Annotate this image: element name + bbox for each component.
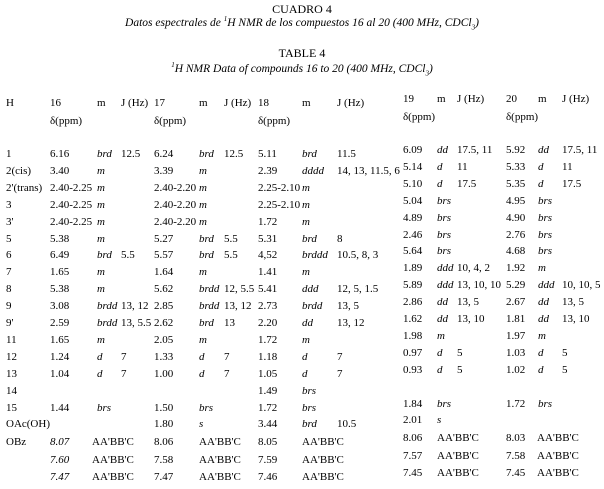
header-compound-1: 16 [50,97,61,109]
delta-value: 3.39 [154,165,174,177]
multiplicity: dd [538,296,549,308]
multiplicity: m [199,334,207,346]
header-compound-5: 20 [506,93,517,105]
delta-value: 1.33 [154,351,174,363]
multiplicity: m [199,216,207,228]
delta-value: 1.72 [506,398,526,410]
delta-value: 4.95 [506,195,526,207]
row-label: 12 [6,351,17,363]
multiplicity: m [97,182,105,194]
coupling-constant: 5 [562,347,568,359]
delta-value: 1.00 [154,368,174,380]
delta-value: 5.10 [403,178,423,190]
multiplicity: d [437,178,443,190]
delta-value: 5.92 [506,144,526,156]
multiplicity: d [199,351,205,363]
multiplicity: m [199,182,207,194]
delta-value: 5.11 [258,148,277,160]
obz-shift: 8.03 [506,432,526,444]
obz-shift: 8.05 [258,436,278,448]
obz-shift: 8.07 [50,436,70,448]
delta-value: 1.04 [50,368,70,380]
row-label: 8 [6,283,12,295]
multiplicity: d [97,351,103,363]
multiplicity: brd [302,233,317,245]
delta-value: 1.81 [506,313,526,325]
delta-value: 5.27 [154,233,174,245]
delta-value: 1.89 [403,262,423,274]
header-m: m [97,97,106,109]
obz-pattern: AA'BB'C [199,454,241,466]
delta-value: 2.39 [258,165,278,177]
row-label: 13 [6,368,17,380]
multiplicity: m [97,334,105,346]
coupling-constant: 12.5 [224,148,244,160]
multiplicity: brs [97,402,112,414]
coupling-constant: 5.5 [224,233,238,245]
multiplicity: m [199,165,207,177]
multiplicity: d [437,347,443,359]
header-j: J (Hz) [562,93,590,105]
delta-value: 1.80 [154,418,174,430]
obz-pattern: AA'BB'C [199,471,241,483]
multiplicity: m [97,283,105,295]
delta-value: 1.65 [50,334,70,346]
coupling-constant: 11 [562,161,573,173]
multiplicity: brdd [97,300,118,312]
delta-value: 4.68 [506,245,526,257]
multiplicity: brdd [199,283,220,295]
multiplicity: brd [302,148,317,160]
delta-value: 2.40-2.25 [50,182,93,194]
delta-value: 6.16 [50,148,70,160]
row-label: 1 [6,148,12,160]
multiplicity: ddd [437,279,454,291]
obz-shift: 7.58 [154,454,174,466]
coupling-constant: 7 [337,368,343,380]
obz-shift: 7.58 [506,450,526,462]
coupling-constant: 17.5 [562,178,582,190]
coupling-constant: 12, 5.5 [224,283,255,295]
cuadro-subtitle-pre: Datos espectrales de [125,17,224,29]
row-label: 9 [6,300,12,312]
multiplicity: brd [302,418,317,430]
multiplicity: brs [199,402,214,414]
coupling-constant: 11.5 [337,148,356,160]
multiplicity: brs [437,229,452,241]
header-delta: δ(ppm) [403,111,436,123]
delta-value: 5.62 [154,283,174,295]
coupling-constant: 5 [457,364,463,376]
row-label: 14 [6,385,17,397]
coupling-constant: 10.5, 8, 3 [337,249,379,261]
delta-value: 1.49 [258,385,278,397]
obz-pattern: AA'BB'C [302,436,344,448]
coupling-constant: 17.5, 11 [457,144,493,156]
multiplicity: m [302,334,310,346]
multiplicity: brd [97,148,112,160]
delta-value: 2.67 [506,296,526,308]
multiplicity: m [97,233,105,245]
multiplicity: ddd [437,262,454,274]
row-label: OAc(OH) [6,418,50,430]
multiplicity: brdd [97,317,118,329]
coupling-constant: 5.5 [121,249,135,261]
row-label: 7 [6,266,12,278]
delta-value: 4.90 [506,212,526,224]
obz-pattern: AA'BB'C [437,450,479,462]
multiplicity: brs [538,229,553,241]
header-compound-4: 19 [403,93,414,105]
delta-value: 1.72 [258,216,278,228]
delta-value: 2.46 [403,229,423,241]
row-label: 2(cis) [6,165,32,177]
delta-value: 5.38 [50,283,70,295]
delta-value: 2.40-2.25 [50,199,93,211]
coupling-constant: 13, 12 [224,300,252,312]
obz-shift: 7.57 [403,450,423,462]
coupling-constant: 13, 12 [337,317,365,329]
delta-value: 5.64 [403,245,423,257]
delta-value: 3.08 [50,300,70,312]
delta-value: 1.64 [154,266,174,278]
delta-value: 1.72 [258,402,278,414]
obz-pattern: AA'BB'C [92,471,134,483]
coupling-constant: 13, 10 [562,313,590,325]
coupling-constant: 17.5, 11 [562,144,598,156]
multiplicity: m [199,199,207,211]
multiplicity: brs [302,402,317,414]
coupling-constant: 5.5 [224,249,238,261]
delta-value: 2.40-2.20 [154,199,197,211]
row-label: 9' [6,317,14,329]
delta-value: 1.50 [154,402,174,414]
coupling-constant: 10, 4, 2 [457,262,490,274]
cuadro-subtitle [0,15,604,32]
delta-value: 3.44 [258,418,278,430]
multiplicity: brs [538,245,553,257]
delta-value: 6.49 [50,249,70,261]
cuadro-subtitle-post: ) [475,17,479,29]
coupling-constant: 13, 5 [562,296,584,308]
obz-pattern: AA'BB'C [302,454,344,466]
obz-pattern: AA'BB'C [92,436,134,448]
delta-value: 2.01 [403,414,423,426]
delta-value: 1.18 [258,351,278,363]
multiplicity: m [302,182,310,194]
delta-value: 5.29 [506,279,526,291]
obz-pattern: AA'BB'C [437,467,479,479]
delta-value: 6.24 [154,148,174,160]
multiplicity: m [538,330,546,342]
coupling-constant: 12.5 [121,148,141,160]
multiplicity: brs [302,385,317,397]
coupling-constant: 17.5 [457,178,477,190]
multiplicity: m [97,266,105,278]
delta-value: 4,52 [258,249,278,261]
multiplicity: brs [538,195,553,207]
header-delta: δ(ppm) [50,115,83,127]
delta-value: 1.97 [506,330,526,342]
multiplicity: m [199,266,207,278]
coupling-constant: 13, 10 [457,313,485,325]
multiplicity: brs [437,398,452,410]
coupling-constant: 7 [224,368,230,380]
delta-value: 2.76 [506,229,526,241]
coupling-constant: 10, 10, 5 [562,279,601,291]
multiplicity: m [97,165,105,177]
cuadro-subtitle-sup: 1 [223,15,228,24]
delta-value: 2.40-2.20 [154,216,197,228]
coupling-constant: 13, 10, 10 [457,279,501,291]
delta-value: 1.92 [506,262,526,274]
multiplicity: brs [437,212,452,224]
delta-value: 4.89 [403,212,423,224]
coupling-constant: 13, 5 [457,296,479,308]
multiplicity: brs [437,195,452,207]
multiplicity: brd [97,249,112,261]
obz-shift: 7.45 [506,467,526,479]
multiplicity: d [538,347,544,359]
table-title: TABLE 4 [278,46,326,60]
table-subtitle-sup: 1 [171,61,175,70]
header-h: H [6,97,14,109]
coupling-constant: 12, 5, 1.5 [337,283,379,295]
header-delta: δ(ppm) [506,111,539,123]
multiplicity: s [199,418,204,430]
delta-value: 1.41 [258,266,278,278]
coupling-constant: 13, 5.5 [121,317,152,329]
multiplicity: d [302,368,308,380]
coupling-constant: 10.5 [337,418,357,430]
multiplicity: m [302,216,310,228]
multiplicity: brddd [302,249,328,261]
multiplicity: dd [437,313,448,325]
coupling-constant: 13, 12 [121,300,149,312]
multiplicity: m [97,199,105,211]
delta-value: 2.86 [403,296,423,308]
row-label: 11 [6,334,17,346]
header-m: m [199,97,208,109]
obz-shift: 7.45 [403,467,423,479]
obz-shift: 8.06 [403,432,423,444]
obz-pattern: AA'BB'C [199,436,241,448]
row-label: 6 [6,249,12,261]
multiplicity: dd [437,144,448,156]
multiplicity: dd [538,144,549,156]
multiplicity: s [437,414,442,426]
delta-value: 1.24 [50,351,70,363]
multiplicity: d [437,161,443,173]
cuadro-subtitle-sub: 3 [471,23,476,32]
delta-value: 2.05 [154,334,174,346]
header-delta: δ(ppm) [258,115,291,127]
delta-value: 1.62 [403,313,423,325]
delta-value: 5.41 [258,283,278,295]
multiplicity: ddd [302,283,319,295]
coupling-constant: 7 [337,351,343,363]
header-j: J (Hz) [224,97,252,109]
multiplicity: d [437,364,443,376]
table-subtitle-post: ) [428,63,433,75]
multiplicity: m [97,216,105,228]
row-label: 15 [6,402,17,414]
obz-pattern: AA'BB'C [92,454,134,466]
delta-value: 2.20 [258,317,278,329]
delta-value: 1.84 [403,398,423,410]
header-m: m [302,97,311,109]
header-j: J (Hz) [457,93,485,105]
table-subtitle [0,61,604,78]
multiplicity: brd [199,233,214,245]
header-delta: δ(ppm) [154,115,187,127]
row-label: 5 [6,233,12,245]
delta-value: 2.73 [258,300,278,312]
delta-value: 5.31 [258,233,278,245]
multiplicity: m [437,330,445,342]
delta-value: 1.65 [50,266,70,278]
coupling-constant: 5 [457,347,463,359]
delta-value: 5.33 [506,161,526,173]
delta-value: 2.59 [50,317,70,329]
header-j: J (Hz) [121,97,149,109]
multiplicity: m [538,262,546,274]
coupling-constant: 11 [457,161,468,173]
delta-value: 2.40-2.25 [50,216,93,228]
multiplicity: brs [538,212,553,224]
header-m: m [538,93,547,105]
delta-value: 5.35 [506,178,526,190]
multiplicity: m [302,266,310,278]
multiplicity: dd [302,317,313,329]
header-compound-3: 18 [258,97,269,109]
obz-shift: 7.59 [258,454,278,466]
obz-shift: 8.06 [154,436,174,448]
obz-shift: 7.46 [258,471,278,483]
multiplicity: brs [437,245,452,257]
delta-value: 1.72 [258,334,278,346]
multiplicity: brs [538,398,553,410]
multiplicity: ddd [538,279,555,291]
multiplicity: d [199,368,205,380]
row-label: 2'(trans) [6,182,43,194]
multiplicity: d [302,351,308,363]
multiplicity: brd [199,148,214,160]
delta-value: 2.25-2.10 [258,199,301,211]
coupling-constant: 7 [121,351,127,363]
obz-shift: 7.47 [154,471,174,483]
coupling-constant: 8 [337,233,343,245]
delta-value: 2.85 [154,300,174,312]
multiplicity: d [97,368,103,380]
delta-value: 5.38 [50,233,70,245]
multiplicity: dd [538,313,549,325]
coupling-constant: 13 [224,317,235,329]
obz-shift: 7.60 [50,454,70,466]
delta-value: 2.25-2.10 [258,182,301,194]
header-j: J (Hz) [337,97,365,109]
multiplicity: dd [437,296,448,308]
header-compound-2: 17 [154,97,165,109]
coupling-constant: 7 [224,351,230,363]
delta-value: 1.02 [506,364,526,376]
delta-value: 0.93 [403,364,423,376]
delta-value: 1.44 [50,402,70,414]
coupling-constant: 14, 13, 11.5, 6 [337,165,400,177]
table-subtitle-mid: H NMR Data of compounds 16 to 20 (400 MHz, CDCl [174,63,426,75]
obz-pattern: AA'BB'C [302,471,344,483]
obz-pattern: AA'BB'C [537,432,579,444]
multiplicity: dddd [302,165,324,177]
header-m: m [437,93,446,105]
delta-value: 5.89 [403,279,423,291]
cuadro-subtitle-mid: H NMR de los compuestos 16 al 20 (400 MHz, CDCl [227,17,472,29]
obz-pattern: AA'BB'C [437,432,479,444]
multiplicity: brdd [199,300,220,312]
obz-shift: 7.47 [50,471,70,483]
multiplicity: d [538,178,544,190]
coupling-constant: 7 [121,368,127,380]
coupling-constant: 5 [562,364,568,376]
coupling-constant: 13, 5 [337,300,359,312]
delta-value: 5.57 [154,249,174,261]
row-label-obz: OBz [6,436,27,448]
obz-pattern: AA'BB'C [537,450,579,462]
delta-value: 0.97 [403,347,423,359]
multiplicity: brd [199,317,214,329]
multiplicity: brd [199,249,214,261]
delta-value: 2.62 [154,317,174,329]
delta-value: 6.09 [403,144,423,156]
delta-value: 1.05 [258,368,278,380]
delta-value: 5.04 [403,195,423,207]
multiplicity: d [538,161,544,173]
table-subtitle-sub: 3 [425,69,429,78]
obz-pattern: AA'BB'C [537,467,579,479]
delta-value: 5.14 [403,161,423,173]
row-label: 3' [6,216,14,228]
delta-value: 1.98 [403,330,423,342]
multiplicity: m [302,199,310,211]
delta-value: 1.03 [506,347,526,359]
row-label: 3 [6,199,12,211]
delta-value: 3.40 [50,165,70,177]
delta-value: 2.40-2.20 [154,182,197,194]
multiplicity: brdd [302,300,323,312]
cuadro-title: CUADRO 4 [272,2,332,16]
multiplicity: d [538,364,544,376]
